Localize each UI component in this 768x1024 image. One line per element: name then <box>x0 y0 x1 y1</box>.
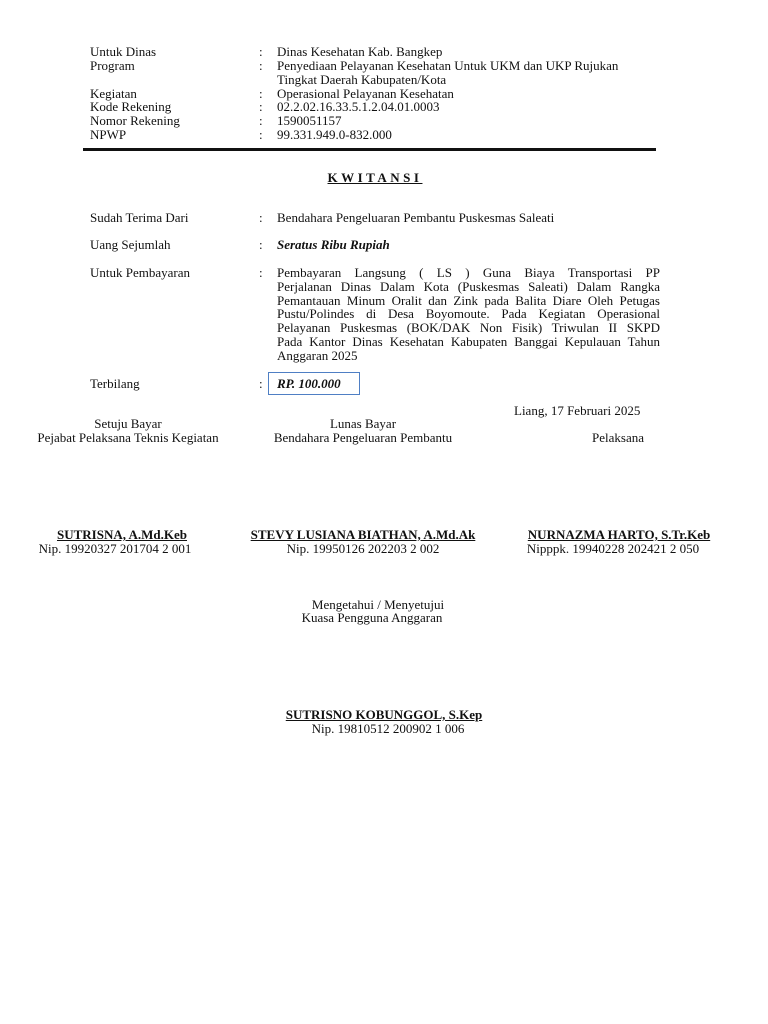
field-value: Operasional Pelayanan Kesehatan <box>277 86 454 101</box>
received-from-label: Sudah Terima Dari <box>90 210 189 225</box>
payment-for-label: Untuk Pembayaran <box>90 265 191 280</box>
field-value: Dinas Kesehatan Kab. Bangkep <box>277 44 443 59</box>
amount-figure-row <box>0 377 768 391</box>
payment-line: Pelayanan Puskesmas (BOK/DAK Non Fisik) Triwulan II SKPD <box>277 320 660 336</box>
acknowledgement-line2: Kuasa Pengguna Anggaran <box>301 610 443 625</box>
amount-figure-box: RP. 100.000 <box>268 372 360 395</box>
document-title: KWITANSI <box>327 170 423 185</box>
payment-line: Pada Kantor Dinas Kesehatan Kabupaten Banggai Kepulauan Tahun <box>277 333 660 349</box>
field-colon: : <box>259 86 263 101</box>
approver-heading: Setuju Bayar <box>94 416 162 431</box>
field-colon: : <box>259 58 263 73</box>
field-value: 99.331.949.0-832.000 <box>277 127 392 142</box>
field-npwp <box>0 128 768 142</box>
field-nomor-rekening <box>0 114 768 128</box>
approver-nip: Nip. 19920327 201704 2 001 <box>38 541 192 556</box>
field-value: 02.2.02.16.33.5.1.2.04.01.0003 <box>277 99 440 114</box>
treasurer-name: STEVY LUSIANA BIATHAN, A.Md.Ak <box>250 527 476 542</box>
field-kode-rekening <box>0 100 768 114</box>
field-label: Program <box>90 58 135 73</box>
received-from-value: Bendahara Pengeluaran Pembantu Puskesmas Saleati <box>277 210 555 225</box>
field-untuk-dinas <box>0 45 768 59</box>
acknowledgement-line1: Mengetahui / Menyetujui <box>311 597 445 612</box>
field-label: Untuk Dinas <box>90 44 157 59</box>
treasurer-title: Bendahara Pengeluaran Pembantu <box>273 430 453 445</box>
treasurer-heading: Lunas Bayar <box>329 416 397 431</box>
field-value: Penyediaan Pelayanan Kesehatan Untuk UKM dan UKP Rujukan <box>277 58 619 73</box>
payment-line: Pustu/Polindes di Desa Boyomoute. Pada Kegiatan Operasional <box>277 306 660 322</box>
amount-figure-label: Terbilang <box>90 376 140 391</box>
payment-line: Pemantauan Minum Oralit dan Zink pada Balita Diare Oleh Petugas <box>277 292 660 308</box>
amount-words-label: Uang Sejumlah <box>90 237 171 252</box>
treasurer-nip: Nip. 19950126 202203 2 002 <box>286 541 440 556</box>
field-colon: : <box>259 376 263 391</box>
amount-words-value: Seratus Ribu Rupiah <box>277 237 390 252</box>
field-colon: : <box>259 99 263 114</box>
field-colon: : <box>259 127 263 142</box>
field-colon: : <box>259 237 263 252</box>
field-label: Kegiatan <box>90 86 137 101</box>
approver-title: Pejabat Pelaksana Teknis Kegiatan <box>37 430 219 445</box>
field-program-cont <box>0 73 768 87</box>
field-label: Kode Rekening <box>90 99 172 114</box>
amount-words-row <box>0 238 768 252</box>
executor-heading: Pelaksana <box>592 430 644 445</box>
budget-user-nip: Nip. 19810512 200902 1 006 <box>311 721 465 736</box>
field-colon: : <box>259 265 263 280</box>
field-colon: : <box>259 44 263 59</box>
executor-name: NURNAZMA HARTO, S.Tr.Keb <box>527 527 711 542</box>
field-value: 1590051157 <box>277 113 342 128</box>
payment-line: Pembayaran Langsung ( LS ) Guna Biaya Transportasi PP <box>277 265 660 280</box>
executor-nip: Nipppk. 19940228 202421 2 050 <box>526 541 700 556</box>
received-from-row <box>0 211 768 225</box>
field-label: Nomor Rekening <box>90 113 180 128</box>
field-program <box>0 59 768 73</box>
budget-user-name: SUTRISNO KOBUNGGOL, S.Kep <box>285 707 483 722</box>
field-label: NPWP <box>90 127 127 142</box>
header-divider <box>83 148 656 151</box>
field-value-line2: Tingkat Daerah Kabupaten/Kota <box>277 72 447 87</box>
place-date: Liang, 17 Februari 2025 <box>514 403 641 418</box>
payment-line: Anggaran 2025 <box>277 347 358 363</box>
field-colon: : <box>259 210 263 225</box>
payment-line: Perjalanan Dinas Dalam Kota (Puskesmas Saleati) Dalam Rangka <box>277 278 660 294</box>
approver-name: SUTRISNA, A.Md.Keb <box>56 527 188 542</box>
field-colon: : <box>259 113 263 128</box>
payment-description <box>277 266 660 363</box>
